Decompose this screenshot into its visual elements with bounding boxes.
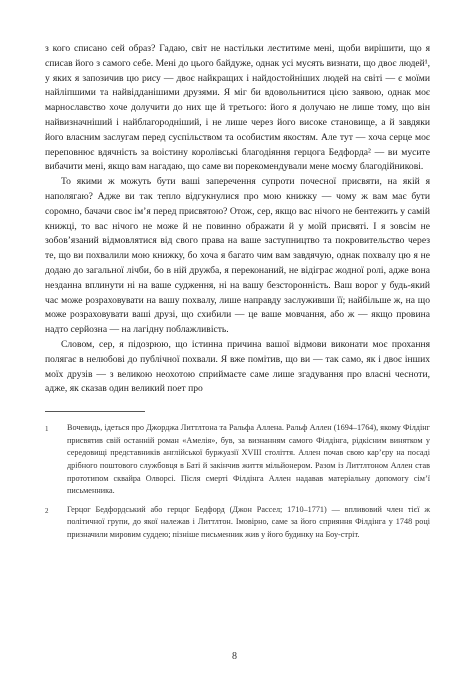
paragraph: з кого списано сей образ? Гадаю, світ не настільки леститиме мені, щоби вирішити, що я списав його з самого себе. Мені до цього байдуже, однак усі мусять визнати, що двоє людей¹, у яких я запозичив цю рису — двоє найкращих і найдостойніших людей на світі — є моїми найліпшими та найвідданішими друзями. Я міг би вдовольнитися цією заявою, однак моє марнославство хоче долучити до них ще й третього: його я долучаю не лише тому, що він найвизначніший і найблагородніший, і не лише через його високе становище, а й завдяки його власним заслугам перед суспільством та особистим якостям. Але тут — хоча серце моє переповнює вдячність за воістину королівські благодіяння герцога Бедфорда² — ви мусите вибачити мені, якщо вам нагадаю, що саме ви порекомендували мене моєму благодійникові. (45, 43, 430, 173)
body-text (45, 42, 430, 397)
footnotes (45, 422, 430, 541)
footnote-number: 2 (45, 506, 49, 515)
paragraph: То якими ж можуть бути ваші заперечення супроти почесної присвяти, на якій я наполягаю? Адже ви так тепло відгукнулися про мою книжку — чому ж вам має бути соромно, бачачи своє ім’я перед присвятою? Отож, сер, якщо вас нічого не бентежить у самій книжці, то вас нічого не може й не повинно ображати й у моїй присвяті. І я зовсім не зобов’язаний відмовлятися від свого права на ваше заступництво та покровительство через те, що ви похвалили мою книжку, бо хоча я багато чим вам завдячую, однак похвалу цю я не додаю до загальної лічби, бо в ній дружба, я переконаний, не відіграє жодної ролі, адже вона незданна вплинути ні на ваше судження, ні на вашу безсторонність. Ваш ворог у будь-який час може розраховувати на вашу похвалу, лише направду заслуживши її; найбільше ж, на що може розраховувати ваші друзі, що схибили — це ваше мовчання, або ж — якщо провина надто серйозна — на лагідну поблажливість. (45, 176, 430, 336)
footnote-number: 1 (45, 425, 49, 434)
footnote-text: Вочевидь, ідеться про Джорджа Литтлтона та Ральфа Аллена. Ральф Аллен (1694–1764), якому Філдінг присвятив свій останній роман «Амелія», був, за визнанням самого Філдінга, рідкісним винятком у середовищі представників англійської буржуазії XVIII століття. Аллен почав свою кар’єру на посаді дрібного поштового службовця в Баті й закінчив життя мільйонером. Разом із Литтлтоном Аллен став прототипом сквайра Олворсі. Після смерті Філдінга Аллен надавав матеріальну допомогу сім’ї письменника. (67, 423, 430, 496)
footnote-text: Герцог Бедфордський або герцог Бедфорд (Джон Рассел; 1710–1771) — впливовий член тієї ж політичної групи, до якої належав і Литтлтон. Імовірно, саме за його сприяння Філдінга у 1748 році призначили мировим суддею; пізніше письменник жив у його будинку на Боу-стріт. (67, 504, 430, 539)
footnote-separator (45, 411, 145, 412)
page-content (45, 42, 430, 547)
footnote (45, 504, 430, 542)
footnote (45, 422, 430, 498)
paragraph: Словом, сер, я підозрюю, що істинна причина вашої відмови виконати моє прохання полягає в нелюбові до публічної похвали. Я вже помітив, що ви — так само, як і двоє інших моїх друзів — з великою неохотою сприймаєте саме лише згадування про власні чесноти, адже, як сказав один великий поет про (45, 338, 430, 395)
page-number: 8 (232, 651, 237, 662)
